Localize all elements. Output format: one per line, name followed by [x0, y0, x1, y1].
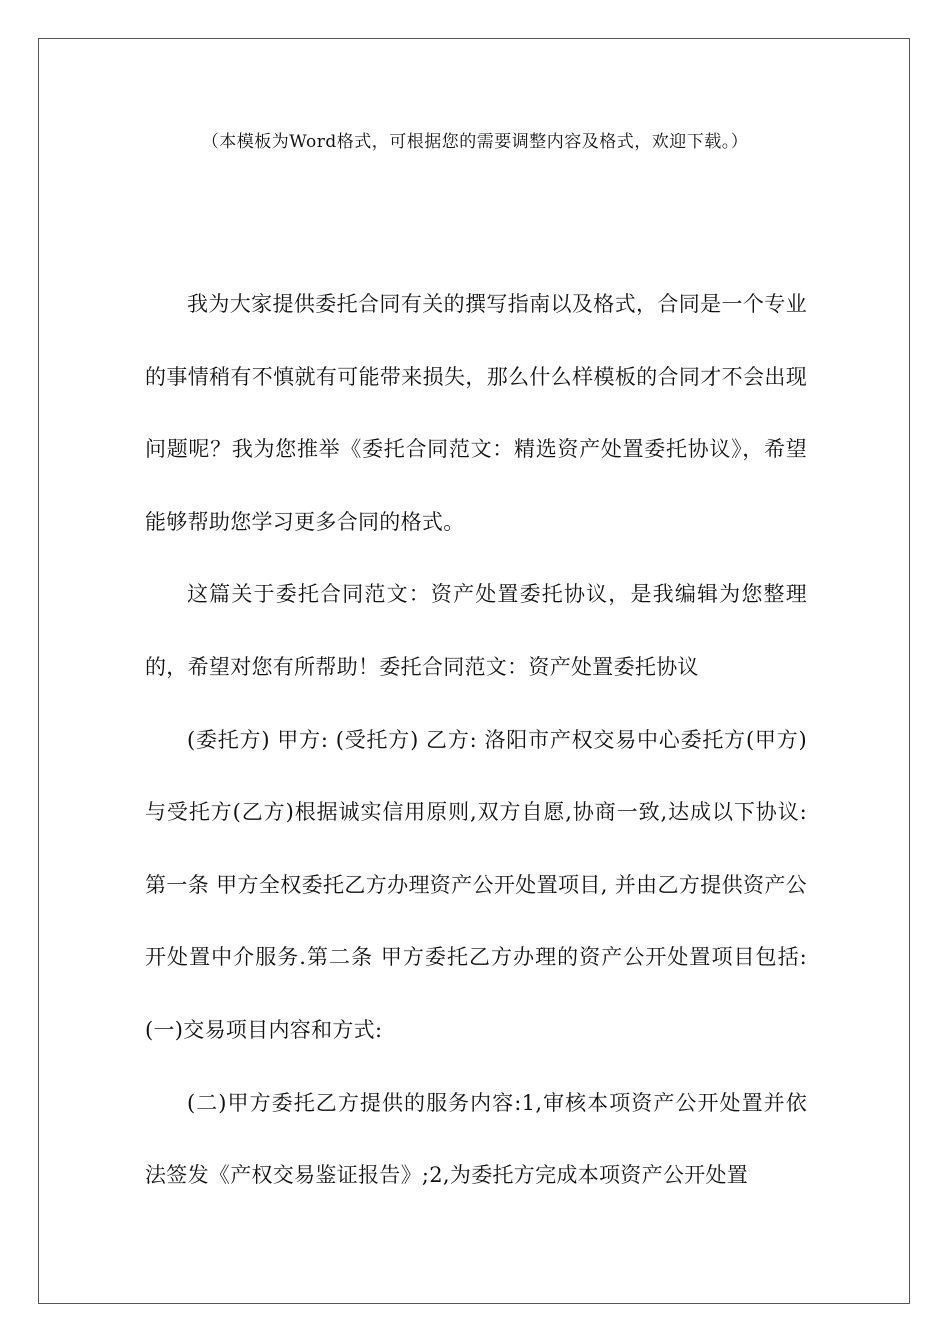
paragraph-service-content: (二)甲方委托乙方提供的服务内容:1,审核本项资产公开处置并依法签发《产权交易鉴证报告》;2,为委托方完成本项资产公开处置	[145, 1090, 807, 1188]
paragraph-intro: 我为大家提供委托合同有关的撰写指南以及格式，合同是一个专业的事情稍有不慎就有可能带来损失，那么什么样模板的合同才不会出现问题呢？我为您推举《委托合同范文：精选资产处置委托协议》，希望能够帮助您学习更多合同的格式。	[145, 292, 807, 534]
template-note: （本模板为Word格式，可根据您的需要调整内容及格式，欢迎下载。）	[201, 132, 749, 152]
document-body	[145, 268, 807, 1212]
paragraph-editor-note: 这篇关于委托合同范文：资产处置委托协议，是我编辑为您整理的，希望对您有所帮助！委托合同范文：资产处置委托协议	[145, 582, 807, 679]
paragraph-parties-and-article-1-2: (委托方) 甲方: (受托方) 乙方: 洛阳市产权交易中心委托方(甲方)与受托方(乙方)根据诚实信用原则,双方自愿,协商一致,达成以下协议:第一条 甲方全权委托乙方办理资产公开处置项目, 并由乙方提供资产公开处置中介服务.第二条 甲方委托乙方办理的资产公开处置项目包括:(一)交易项目内容和方式:	[145, 727, 807, 1042]
